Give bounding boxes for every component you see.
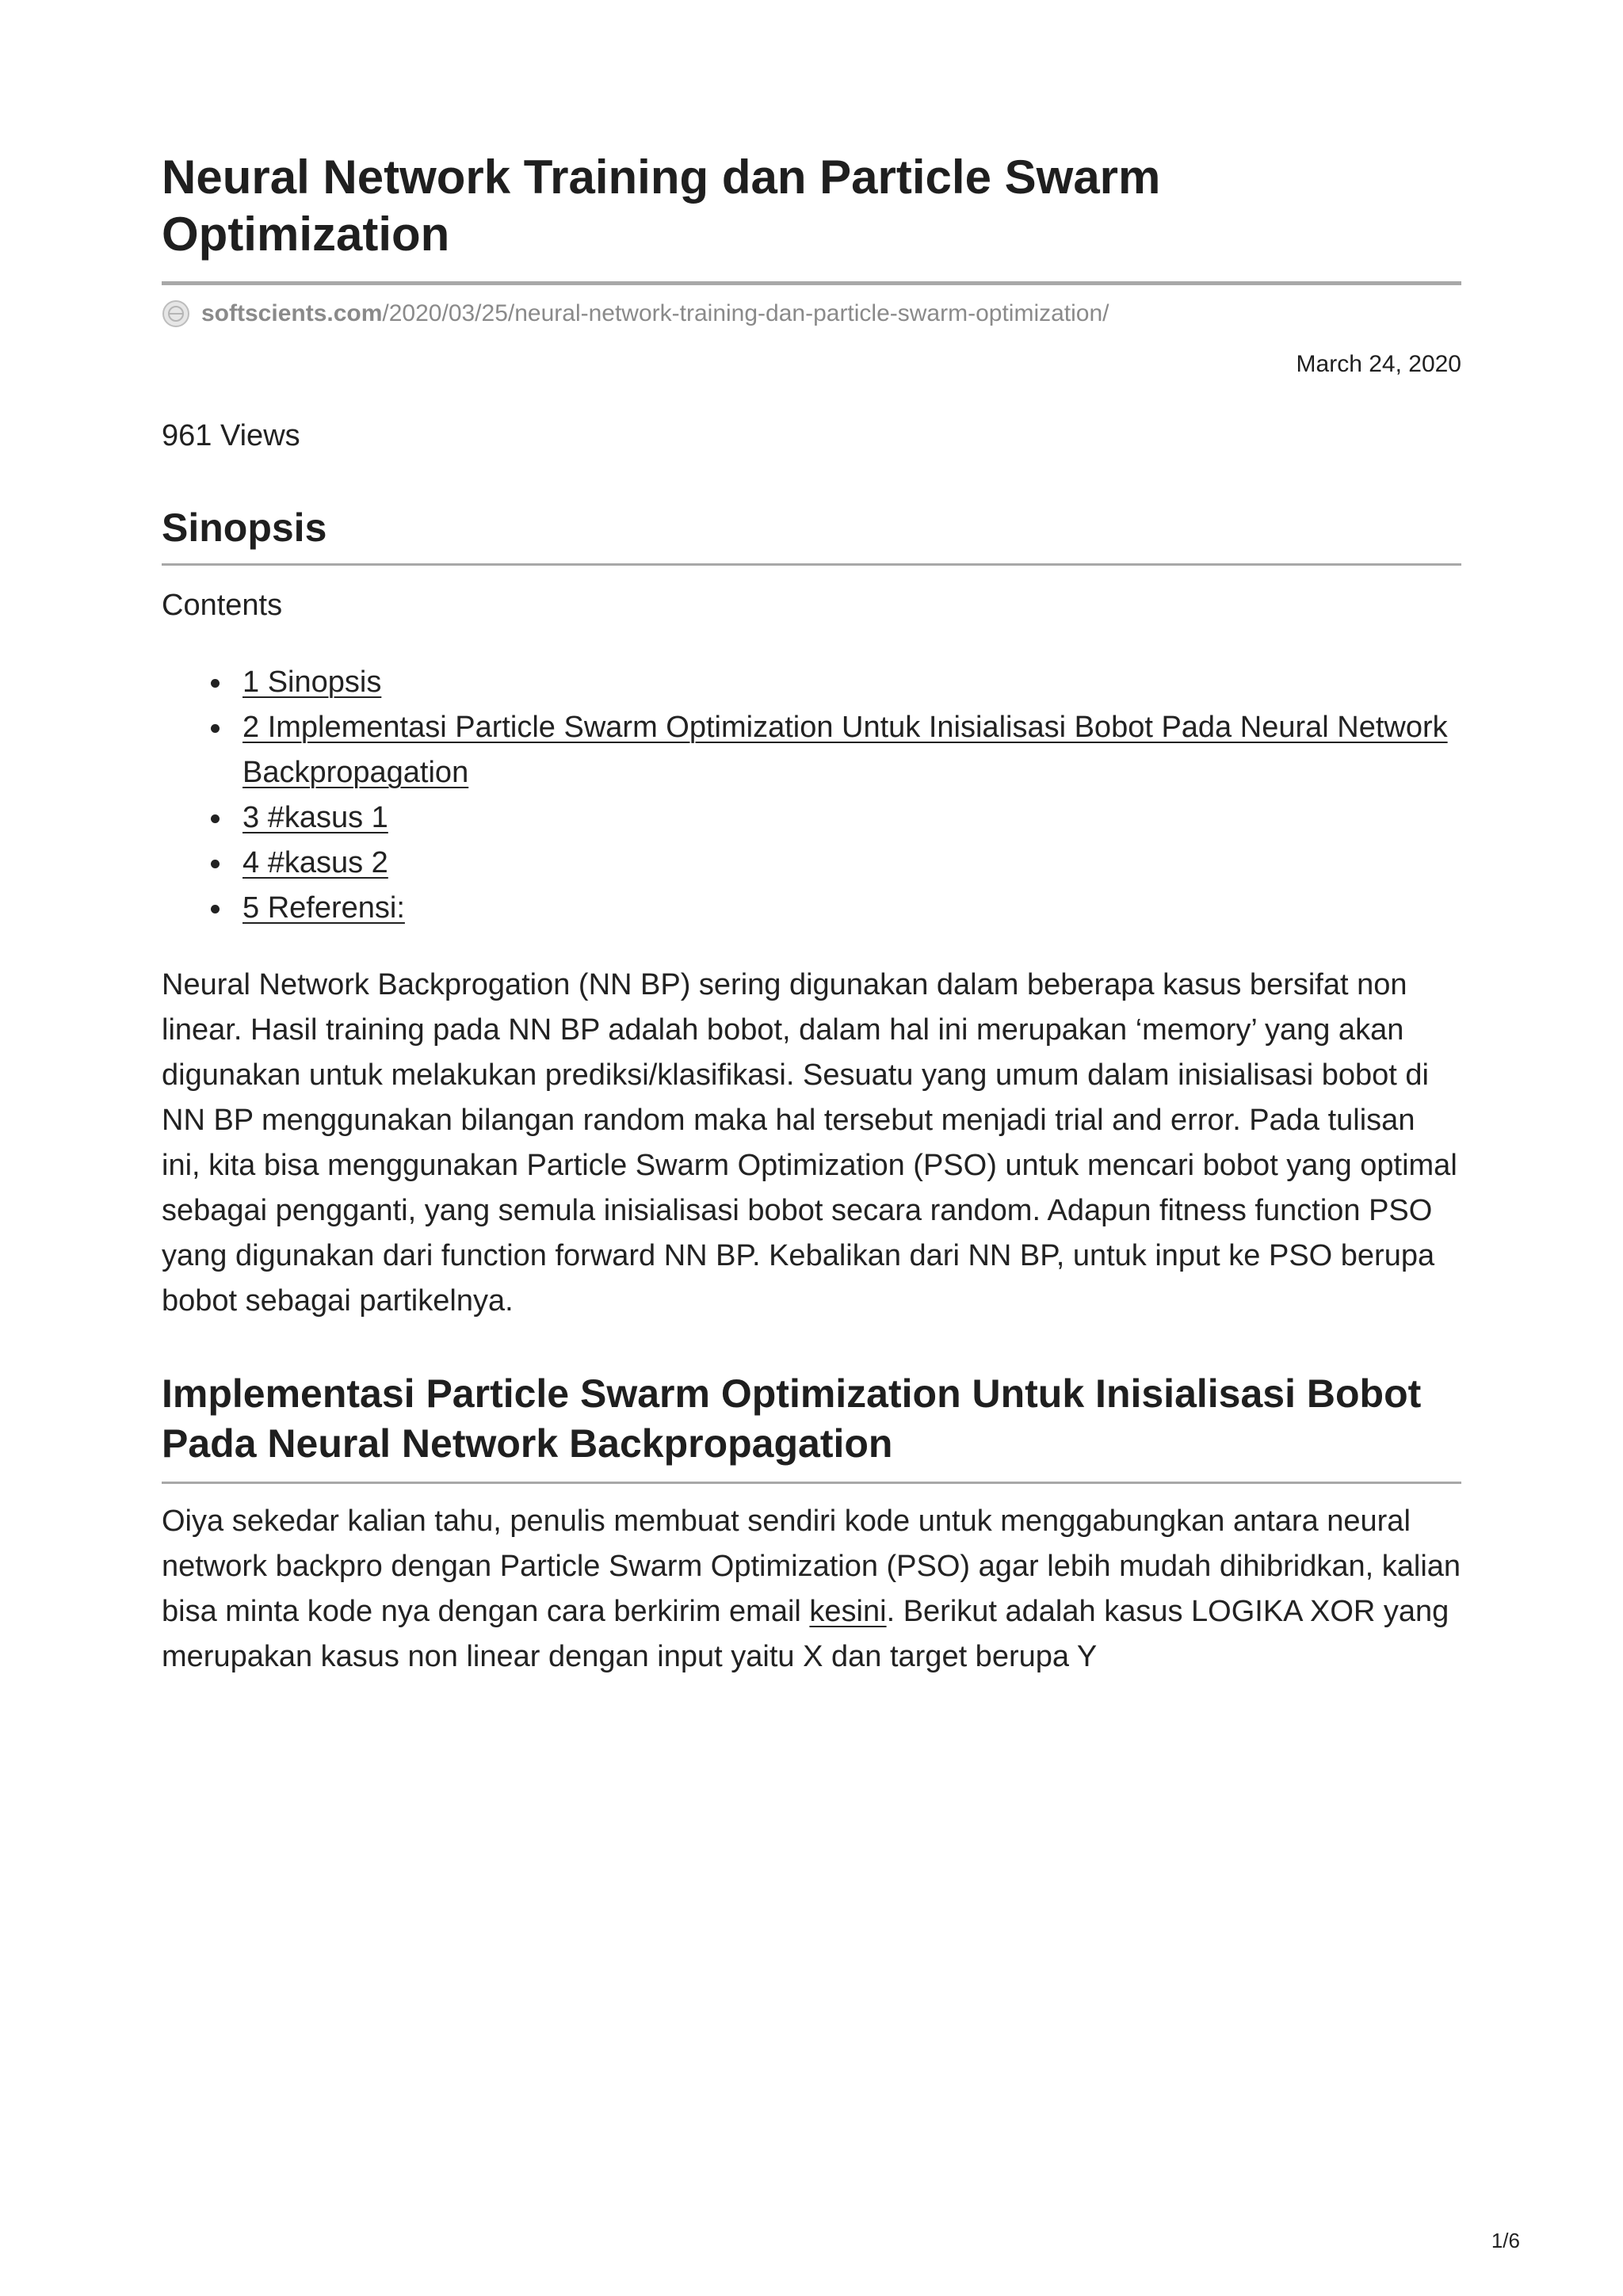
publish-date: March 24, 2020 <box>1296 351 1461 377</box>
toc-link-kasus-1[interactable]: 3 #kasus 1 <box>242 801 388 834</box>
section-heading-sinopsis: Sinopsis <box>162 505 327 550</box>
view-count: 961 Views <box>162 419 300 452</box>
implementasi-paragraph <box>162 1499 1461 1680</box>
toc-link-implementasi[interactable]: 2 Implementasi Particle Swarm Optimization Untuk Inisialisasi Bobot Pada Neural Network Backpropagation <box>242 711 1448 789</box>
sinopsis-paragraph: Neural Network Backprogation (NN BP) sering digunakan dalam beberapa kasus bersifat non linear. Hasil training pada NN BP adalah bobot, dalam hal ini merupakan ‘memory’ yang akan digunakan untuk melakukan prediksi/klasifikasi. Sesuatu yang umum dalam inisialisasi bobot di NN BP menggunakan bilangan random maka hal tersebut menjadi trial and error. Pada tulisan ini, kita bisa menggunakan Particle Swarm Optimization (PSO) untuk mencari bobot yang optimal sebagai pengganti, yang semula inisialisasi bobot secara random. Adapun fitness function PSO yang digunakan dari function forward NN BP. Kebalikan dari NN BP, untuk input ke PSO berupa bobot sebagai partikelnya. <box>162 968 1457 1318</box>
source-url[interactable] <box>162 298 1109 330</box>
toc-item <box>242 660 1461 705</box>
paragraph-text: Oiya sekedar kalian tahu, penulis membuat sendiri kode untuk menggabungkan antara neural network backpro dengan Particle Swarm Optimization (PSO) agar lebih mudah dihibridkan, kalian bisa minta kode nya dengan cara berkirim email <box>162 1505 1461 1628</box>
section-divider <box>162 1482 1461 1484</box>
paragraph-text: . Berikut adalah kasus LOGIKA XOR yang merupakan kasus non linear dengan input yaitu X dan target berupa Y <box>162 1595 1449 1673</box>
toc-item <box>242 705 1461 795</box>
source-domain: softscients.com <box>201 300 383 326</box>
email-link[interactable]: kesini <box>809 1595 887 1628</box>
section-heading-implementasi: Implementasi Particle Swarm Optimization Untuk Inisialisasi Bobot Pada Neural Network Backpropagation <box>162 1371 1422 1466</box>
section-divider <box>162 563 1461 566</box>
toc-link-sinopsis[interactable]: 1 Sinopsis <box>242 666 382 699</box>
title-divider <box>162 281 1461 285</box>
site-favicon-icon <box>162 299 190 328</box>
toc-link-referensi[interactable]: 5 Referensi: <box>242 891 405 925</box>
page-title: Neural Network Training dan Particle Swarm Optimization <box>162 151 1161 261</box>
page-number: 1/6 <box>1491 2229 1520 2252</box>
contents-label: Contents <box>162 589 283 622</box>
table-of-contents <box>162 660 1461 931</box>
toc-item <box>242 841 1461 886</box>
toc-link-kasus-2[interactable]: 4 #kasus 2 <box>242 846 388 879</box>
source-path: /2020/03/25/neural-network-training-dan-particle-swarm-optimization/ <box>382 300 1109 326</box>
toc-item <box>242 886 1461 931</box>
toc-item <box>242 795 1461 841</box>
